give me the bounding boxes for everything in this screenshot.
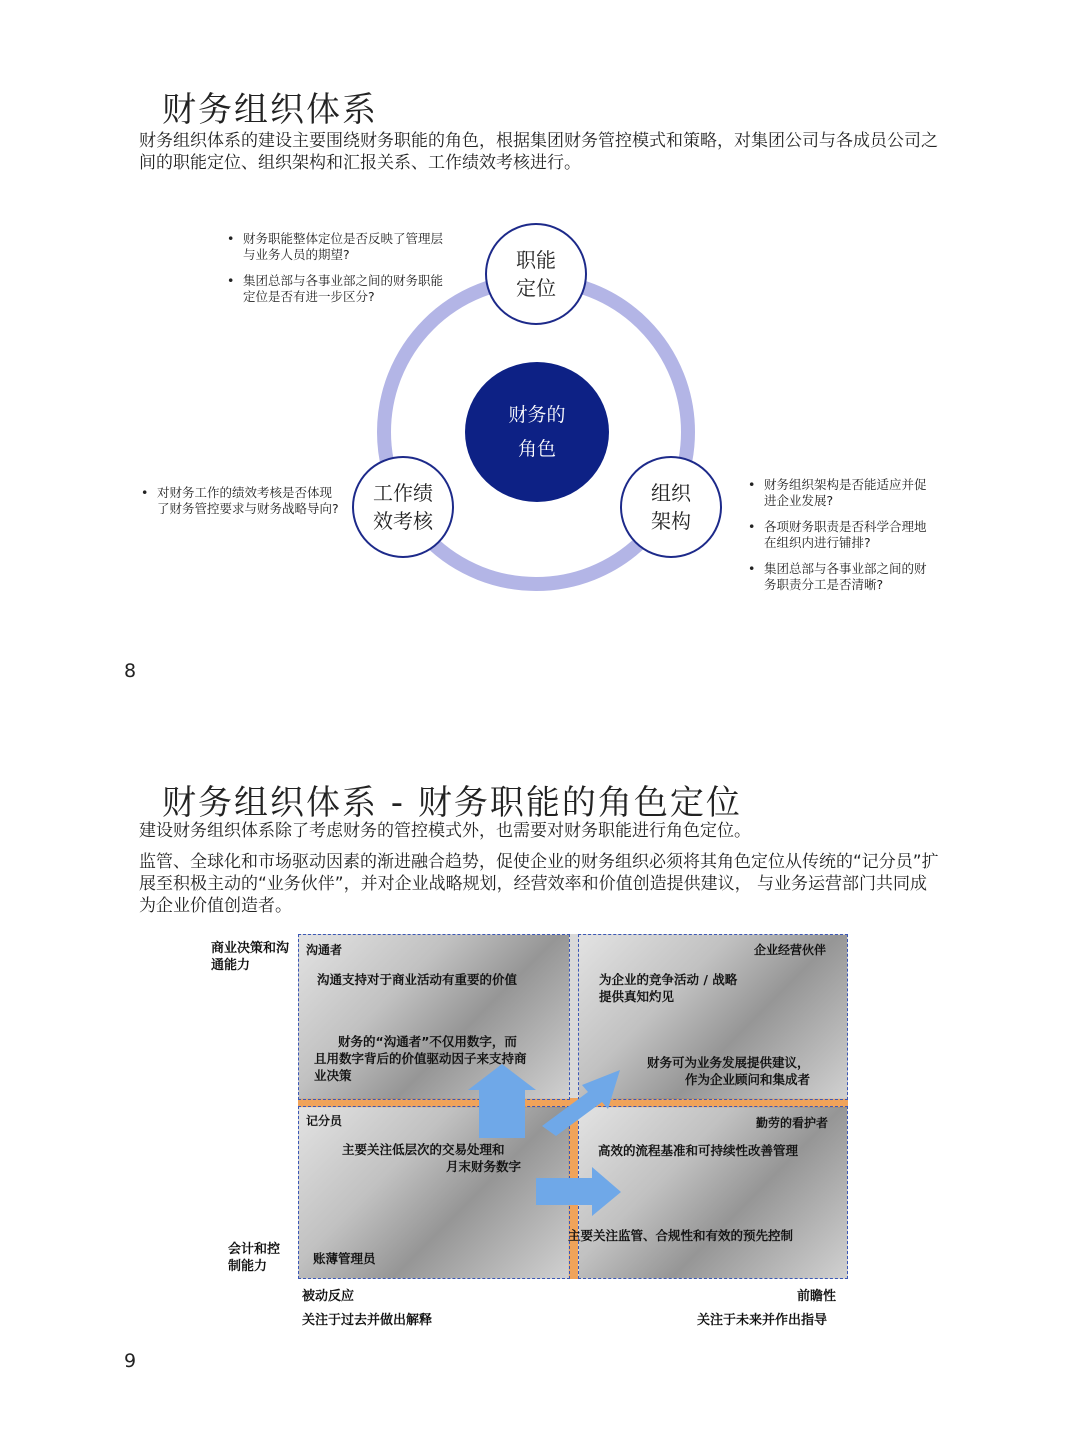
arrow-diagonal bbox=[542, 1070, 620, 1136]
partner-text-1b: 提供真知灼见 bbox=[599, 989, 675, 1004]
x-axis-right-sub: 关注于未来并作出指导 bbox=[697, 1313, 828, 1328]
communicator-text-2b: 且用数字背后的价值驱动因子来支持商 bbox=[314, 1051, 527, 1066]
label-scorekeeper: 记分员 bbox=[306, 1114, 343, 1128]
communicator-text-2a: 财务的“沟通者”不仅用数字，而 bbox=[338, 1034, 517, 1049]
bullet-item: • 集团总部与各事业部之间的财务职责分工是否清晰? bbox=[746, 561, 936, 593]
steward-text-2: 主要关注监管、合规性和有效的预先控制 bbox=[568, 1228, 794, 1243]
page-number-8: 8 bbox=[124, 660, 137, 682]
node-performance-line-2: 效考核 bbox=[373, 509, 433, 533]
partner-text-1a: 为企业的竞争活动 / 战略 bbox=[599, 972, 738, 987]
page-number-9: 9 bbox=[124, 1350, 137, 1372]
label-steward: 勤劳的看护者 bbox=[756, 1116, 829, 1130]
partner-text-2b: 作为企业顾问和集成者 bbox=[685, 1072, 811, 1087]
scorekeeper-text-1b: 月末财务数字 bbox=[446, 1159, 522, 1174]
y-axis-bottom-label: 会计和控制能力 bbox=[228, 1242, 281, 1274]
x-axis-left-sub: 关注于过去并做出解释 bbox=[302, 1313, 433, 1328]
scorekeeper-text-1a: 主要关注低层次的交易处理和 bbox=[342, 1142, 505, 1157]
bullet-item: • 对财务工作的绩效考核是否体现了财务管控要求与财务战略导向? bbox=[139, 485, 339, 517]
page9-title: 财务组织体系 - 财务职能的角色定位 bbox=[162, 783, 742, 823]
label-communicator: 沟通者 bbox=[306, 943, 343, 957]
steward-text-1: 高效的流程基准和可持续性改善管理 bbox=[598, 1143, 799, 1158]
label-business-partner: 企业经营伙伴 bbox=[754, 943, 827, 957]
partner-text-2a: 财务可为业务发展提供建议， bbox=[647, 1055, 810, 1070]
node-performance-line-1: 工作绩 bbox=[373, 481, 433, 505]
bullet-item: • 各项财务职责是否科学合理地在组织内进行铺排? bbox=[746, 519, 936, 551]
arrow-right bbox=[536, 1167, 621, 1216]
node-position-line-2: 定位 bbox=[516, 276, 556, 300]
x-axis-right-label: 前瞻性 bbox=[797, 1289, 837, 1304]
bullet-item: • 财务职能整体定位是否反映了管理层与业务人员的期望? bbox=[225, 231, 445, 263]
node-position-line-1: 职能 bbox=[516, 248, 556, 272]
y-axis-top-label: 商业决策和沟通能力 bbox=[211, 941, 290, 973]
bullet-item: • 集团总部与各事业部之间的财务职能定位是否有进一步区分? bbox=[225, 273, 445, 305]
center-line-2: 角色 bbox=[517, 438, 556, 460]
communicator-text-1: 沟通支持对于商业活动有重要的价值 bbox=[317, 972, 518, 987]
node-structure-line-1: 组织 bbox=[651, 481, 691, 505]
page9-para-1: 建设财务组织体系除了考虑财务的管控模式外，也需要对财务职能进行角色定位。 bbox=[139, 821, 751, 841]
x-axis-left-label: 被动反应 bbox=[302, 1289, 355, 1304]
scorekeeper-text-2: 账薄管理员 bbox=[313, 1251, 376, 1266]
page9-para-2: 监管、全球化和市场驱动因素的渐进融合趋势，促使企业的财务组织必须将其角色定位从传统的“记分员”扩展至积极主动的“业务伙伴”，并对企业战略规划，经营效率和价值创造提供建议， 与业务运营部门共同成为企业价值创造者。 bbox=[139, 852, 939, 916]
node-structure-line-2: 架构 bbox=[651, 509, 691, 533]
center-line-1: 财务的 bbox=[508, 404, 566, 426]
page8-intro: 财务组织体系的建设主要围绕财务职能的角色，根据集团财务管控模式和策略，对集团公司与各成员公司之间的职能定位、组织架构和汇报关系、工作绩效考核进行。 bbox=[139, 131, 938, 173]
communicator-text-2c: 业决策 bbox=[314, 1068, 352, 1083]
bullet-item: • 财务组织架构是否能适应并促进企业发展? bbox=[746, 477, 936, 509]
page8-title: 财务组织体系 bbox=[162, 90, 378, 130]
arrow-up bbox=[468, 1064, 536, 1138]
